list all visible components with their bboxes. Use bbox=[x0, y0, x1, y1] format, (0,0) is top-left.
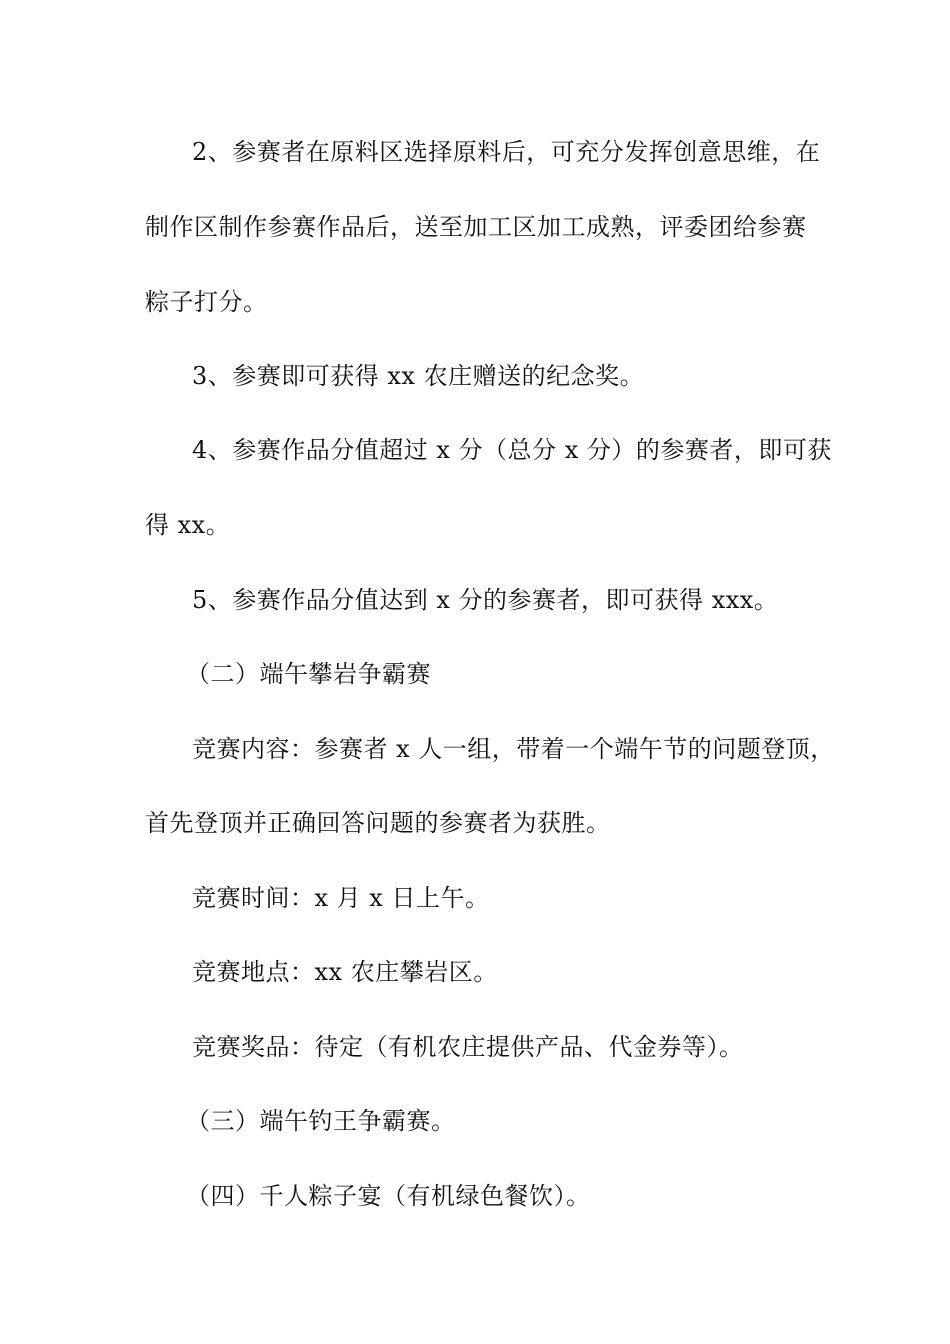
paragraph-line: 竞赛地点：xx 农庄攀岩区。 bbox=[192, 958, 498, 986]
section-heading: （二）端午攀岩争霸赛 bbox=[186, 660, 431, 688]
paragraph-line: 制作区制作参赛作品后，送至加工区加工成熟，评委团给参赛 bbox=[145, 213, 807, 241]
paragraph-line: 5、参赛作品分值达到 x 分的参赛者，即可获得 xxx。 bbox=[192, 586, 779, 614]
paragraph-line: 得 xx。 bbox=[145, 511, 231, 539]
paragraph-line: 首先登顶并正确回答问题的参赛者为获胜。 bbox=[145, 809, 611, 837]
paragraph-line: 竞赛时间：x 月 x 日上午。 bbox=[192, 884, 490, 912]
paragraph-line: 竞赛内容：参赛者 x 人一组，带着一个端午节的问题登顶， bbox=[192, 735, 835, 763]
section-heading: （四）千人粽子宴（有机绿色餐饮）。 bbox=[186, 1182, 591, 1210]
paragraph-line: 4、参赛作品分值超过 x 分（总分 x 分）的参赛者，即可获 bbox=[192, 436, 832, 464]
paragraph-line: 3、参赛即可获得 xx 农庄赠送的纪念奖。 bbox=[192, 362, 645, 390]
paragraph-line: 2、参赛者在原料区选择原料后，可充分发挥创意思维，在 bbox=[192, 138, 821, 166]
paragraph-line: 竞赛奖品：待定（有机农庄提供产品、代金券等）。 bbox=[192, 1033, 744, 1061]
paragraph-line: 粽子打分。 bbox=[145, 288, 268, 316]
section-heading: （三）端午钓王争霸赛。 bbox=[186, 1107, 456, 1135]
